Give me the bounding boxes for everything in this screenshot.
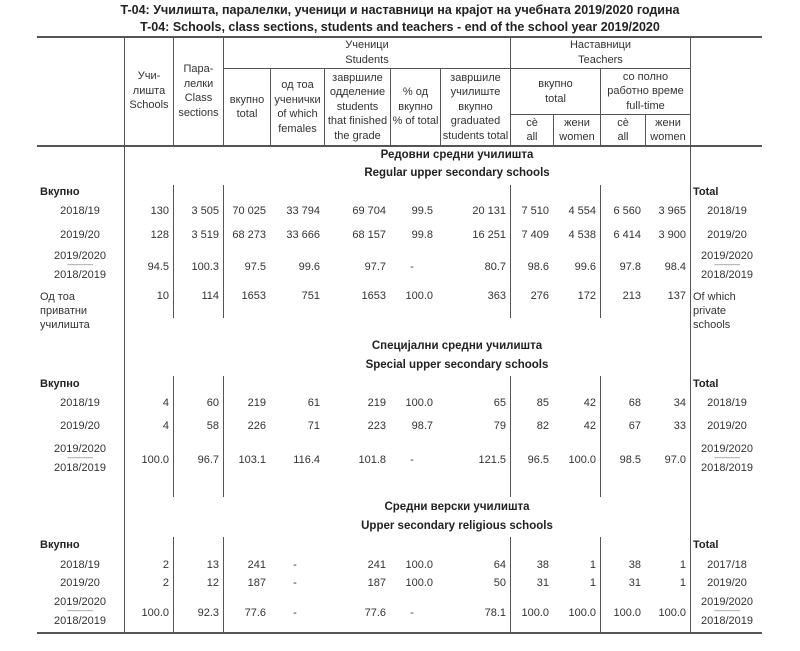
header-teachers-total-all: сè all — [526, 116, 538, 143]
table-cell: 58 — [206, 420, 219, 432]
ratio-numerator: 2019/2020 — [54, 443, 106, 455]
table-cell: 42 — [583, 397, 596, 409]
header-bottom-border — [37, 145, 762, 147]
table-cell: 96.7 — [197, 454, 219, 466]
header-students-total: вкупно total — [229, 93, 265, 120]
row-label-right: 2019/20 — [707, 577, 747, 589]
table-cell: 65 — [493, 397, 506, 409]
table-cell: 276 — [530, 290, 549, 302]
table-cell: 12 — [206, 577, 219, 589]
table-cell: 100.0 — [658, 607, 686, 619]
ratio-denominator: 2018/2019 — [701, 615, 753, 627]
table-cell: 98.5 — [619, 454, 641, 466]
section-title-mk: Средни верски училишта — [384, 501, 530, 513]
table-cell: 100.0 — [521, 607, 549, 619]
row-label-left: 2019/20 — [60, 420, 100, 432]
table-cell: 42 — [583, 420, 596, 432]
table-cell: 3 965 — [658, 205, 686, 217]
table-title-en: T-04: Schools, class sections, students and teachers - end of the school year 2019/2020 — [140, 20, 660, 34]
table-cell: 98.4 — [664, 261, 686, 273]
ratio-denominator: 2018/2019 — [701, 269, 753, 281]
table-cell: 3 900 — [658, 229, 686, 241]
row-label-right-ratio — [692, 443, 762, 475]
table-cell: 1653 — [361, 290, 386, 302]
table-cell: 16 251 — [472, 229, 506, 241]
table-cell: 78.1 — [484, 607, 506, 619]
ratio-denominator: 2018/2019 — [701, 462, 753, 474]
section-title-en: Special upper secondary schools — [365, 359, 549, 371]
table-cell: 71 — [307, 420, 320, 432]
table-cell: 100.0 — [613, 607, 641, 619]
table-cell: 33 — [673, 420, 686, 432]
table-cell: - — [293, 607, 297, 619]
table-cell: 99.5 — [411, 205, 433, 217]
table-cell: 98.6 — [527, 261, 549, 273]
table-cell: 97.7 — [364, 261, 386, 273]
table-cell: 1 — [679, 577, 686, 589]
table-cell: 116.4 — [293, 454, 320, 466]
table-cell: - — [410, 261, 414, 273]
table-cell: 99.8 — [411, 229, 433, 241]
table-bottom-border — [37, 632, 762, 634]
table-cell: 1653 — [241, 290, 266, 302]
body-divider — [600, 376, 601, 497]
table-cell: 33 794 — [286, 205, 320, 217]
table-cell: 97.8 — [619, 261, 641, 273]
table-cell: 82 — [536, 420, 549, 432]
ratio-numerator: 2019/2020 — [54, 596, 106, 608]
table-cell: 103.1 — [238, 454, 266, 466]
table-cell: 3 519 — [191, 229, 219, 241]
table-cell: 223 — [367, 420, 386, 432]
table-cell: 100.0 — [405, 559, 433, 571]
table-cell: 31 — [536, 577, 549, 589]
table-cell: 4 — [162, 420, 169, 432]
table-cell: 7 510 — [521, 205, 549, 217]
table-cell: 92.3 — [197, 607, 219, 619]
section-title-en: Regular upper secondary schools — [364, 167, 550, 179]
table-cell: 61 — [307, 397, 320, 409]
row-label-left-ratio — [40, 596, 120, 628]
header-teachers-fulltime: со полно работно време full-time — [607, 70, 684, 112]
ratio-denominator: 2018/2019 — [54, 269, 106, 281]
row-label-right: 2019/20 — [707, 229, 747, 241]
row-total-label-mk: Вкупно — [40, 186, 80, 198]
row-total-label-en: Total — [693, 186, 719, 198]
header-class-sections: Пара- лелки Class sections — [178, 63, 219, 119]
table-cell: 4 554 — [568, 205, 596, 217]
section-title-en: Upper secondary religious schools — [361, 520, 553, 532]
table-cell: 241 — [247, 559, 266, 571]
table-cell: 97.0 — [664, 454, 686, 466]
table-cell: 94.5 — [147, 261, 169, 273]
table-cell: 69 704 — [352, 205, 386, 217]
ratio-denominator: 2018/2019 — [54, 615, 106, 627]
table-cell: 50 — [493, 577, 506, 589]
table-cell: 64 — [493, 559, 506, 571]
table-cell: 137 — [667, 290, 686, 302]
row-label-right-ratio — [692, 250, 762, 282]
table-cell: 2 — [162, 577, 169, 589]
table-cell: 6 560 — [613, 205, 641, 217]
table-cell: 38 — [536, 559, 549, 571]
table-cell: 1 — [589, 577, 596, 589]
table-cell: 96.5 — [527, 454, 549, 466]
row-total-label-mk: Вкупно — [40, 539, 80, 551]
table-cell: 100.0 — [568, 607, 596, 619]
ratio-divider: -------------- — [714, 455, 740, 462]
table-cell: 70 025 — [232, 205, 266, 217]
table-cell: 33 666 — [286, 229, 320, 241]
ratio-divider: -------------- — [67, 262, 93, 269]
table-cell: 101.8 — [358, 454, 386, 466]
section-title-mk: Специјални средни училишта — [371, 340, 543, 352]
row-label-left-ratio — [40, 250, 120, 282]
table-cell: 4 538 — [568, 229, 596, 241]
section-title-mk: Редовни средни училишта — [380, 149, 534, 161]
row-total-label-en: Total — [693, 539, 719, 551]
table-cell: - — [410, 607, 414, 619]
table-cell: 98.7 — [411, 420, 433, 432]
ratio-divider: -------------- — [714, 608, 740, 615]
table-cell: - — [293, 559, 297, 571]
table-cell: 1 — [589, 559, 596, 571]
table-cell: 100.3 — [191, 261, 219, 273]
ratio-divider: -------------- — [714, 262, 740, 269]
ratio-divider: -------------- — [67, 608, 93, 615]
table-cell: 68 157 — [352, 229, 386, 241]
ratio-divider: -------------- — [67, 455, 93, 462]
table-cell: 31 — [628, 577, 641, 589]
table-cell: 128 — [150, 229, 169, 241]
row-total-label-en: Total — [693, 378, 719, 390]
table-cell: 79 — [493, 420, 506, 432]
table-cell: 241 — [367, 559, 386, 571]
header-students-females: од тоа ученички of which females — [274, 79, 321, 135]
table-cell: 1 — [679, 559, 686, 571]
table-cell: 100.0 — [568, 454, 596, 466]
table-cell: 7 409 — [521, 229, 549, 241]
row-label-left: 2018/19 — [60, 205, 100, 217]
row-label-left-ratio — [40, 443, 120, 475]
table-cell: 99.6 — [574, 261, 596, 273]
row-label-right: 2018/19 — [707, 397, 747, 409]
table-cell: 100.0 — [141, 454, 169, 466]
body-divider — [510, 376, 511, 497]
ratio-numerator: 2019/2020 — [701, 596, 753, 608]
table-cell: 38 — [628, 559, 641, 571]
ratio-numerator: 2019/2020 — [701, 443, 753, 455]
table-cell: 187 — [247, 577, 266, 589]
header-students-finished: завршиле одделение students that finished the grade — [327, 71, 388, 142]
row-label-right-ratio — [692, 596, 762, 628]
table-cell: 363 — [487, 290, 506, 302]
table-cell: 77.6 — [364, 607, 386, 619]
table-cell: 99.6 — [298, 261, 320, 273]
table-cell: 130 — [150, 205, 169, 217]
row-label-right: 2018/19 — [707, 205, 747, 217]
table-cell: 34 — [673, 397, 686, 409]
table-cell: 77.6 — [244, 607, 266, 619]
table-cell: 219 — [247, 397, 266, 409]
table-cell: 67 — [628, 420, 641, 432]
ratio-numerator: 2019/2020 — [701, 250, 753, 262]
header-schools: Учи- лишта Schools — [129, 70, 169, 112]
header-graduated-total: завршиле училиште вкупно graduated students total — [442, 71, 509, 142]
table-cell: 100.0 — [405, 397, 433, 409]
table-cell: 187 — [367, 577, 386, 589]
row-label-left: 2018/19 — [60, 559, 100, 571]
body-divider — [173, 376, 174, 497]
right-label-column-divider — [690, 36, 691, 633]
body-divider — [223, 376, 224, 497]
table-cell: 80.7 — [484, 261, 506, 273]
table-cell: 60 — [206, 397, 219, 409]
table-cell: 226 — [247, 420, 266, 432]
table-cell: 100.0 — [405, 290, 433, 302]
table-cell: 13 — [206, 559, 219, 571]
header-pct-of-total: % од вкупно % of total — [392, 86, 439, 128]
table-cell: 6 414 — [613, 229, 641, 241]
table-cell: 114 — [201, 290, 219, 302]
table-cell: 100.0 — [405, 577, 433, 589]
table-cell: 751 — [301, 290, 320, 302]
table-cell: 10 — [156, 290, 169, 302]
table-cell: 68 — [628, 397, 641, 409]
ratio-denominator: 2018/2019 — [54, 462, 106, 474]
header-teachers-total-women: жени women — [559, 116, 595, 143]
header-teachers-fulltime-women: жени women — [650, 116, 686, 143]
table-cell: 172 — [577, 290, 596, 302]
table-cell: 68 273 — [232, 229, 266, 241]
table-title-mk: T-04: Училишта, паралелки, ученици и наставници на крајот на учебната 2019/2020 година — [120, 3, 680, 17]
table-cell: 213 — [622, 290, 641, 302]
table-cell: - — [410, 454, 414, 466]
table-cell: 2 — [162, 559, 169, 571]
row-label-right-private: Of which private schools — [693, 291, 736, 331]
table-cell: 85 — [536, 397, 549, 409]
header-teachers-total: вкупно total — [538, 78, 573, 105]
header-teachers-group: Наставници Teachers — [569, 39, 632, 66]
table-cell: 4 — [162, 397, 169, 409]
ratio-numerator: 2019/2020 — [54, 250, 106, 262]
table-cell: 3 505 — [191, 205, 219, 217]
table-cell: 121.5 — [478, 454, 506, 466]
row-label-right: 2017/18 — [707, 559, 747, 571]
header-teachers-fulltime-all: сè all — [617, 116, 629, 143]
row-label-left: 2019/20 — [60, 577, 100, 589]
row-label-left: 2018/19 — [60, 397, 100, 409]
row-label-left: 2019/20 — [60, 229, 100, 241]
table-cell: 219 — [367, 397, 386, 409]
row-label-left-private: Од тоа приватни училишта — [40, 291, 90, 331]
header-students-group: Ученици Students — [345, 39, 389, 66]
table-cell: 20 131 — [472, 205, 506, 217]
table-cell: 97.5 — [244, 261, 266, 273]
table-cell: - — [293, 577, 297, 589]
row-total-label-mk: Вкупно — [40, 378, 80, 390]
row-label-right: 2019/20 — [707, 420, 747, 432]
table-cell: 100.0 — [141, 607, 169, 619]
